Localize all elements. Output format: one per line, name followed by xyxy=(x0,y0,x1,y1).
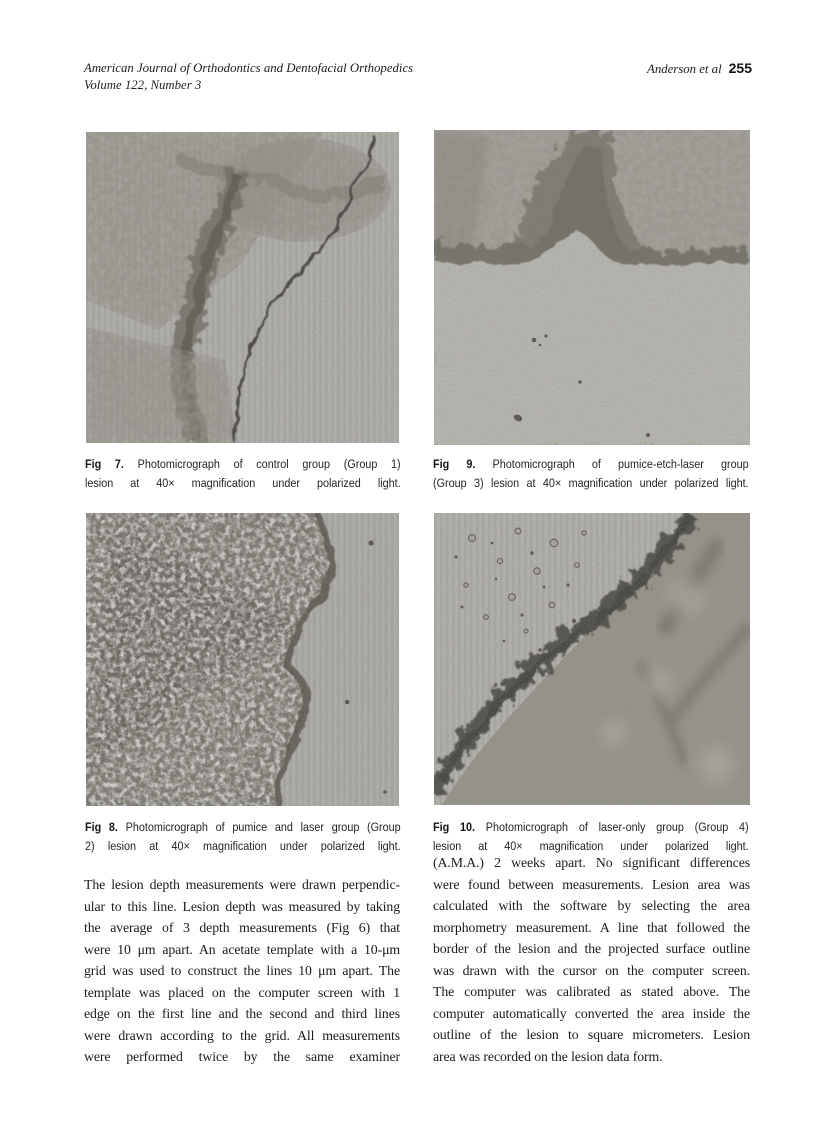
body-text-line: were found between measurements. Lesion area was xyxy=(433,876,750,892)
fig8-caption xyxy=(85,818,400,855)
body-text-line: morphometry measurement. A line that followed the xyxy=(433,919,750,935)
body-text-line: The lesion depth measurements were drawn perpendic- xyxy=(84,877,400,892)
body-text-line: was drawn with the cursor on the computer screen. xyxy=(433,962,750,978)
body-text-line: area was recorded on the lesion data form. xyxy=(433,1048,663,1064)
fig9-caption-line2: (Group 3) lesion at 40× magnification under polarized light. xyxy=(433,475,749,490)
running-header-right xyxy=(433,60,752,77)
fig10-caption-line2: lesion at 40× magnification under polarized light. xyxy=(433,838,749,853)
body-text-line: (A.M.A.) 2 weeks apart. No significant differences xyxy=(433,855,750,870)
fig8-photomicrograph xyxy=(86,513,399,806)
page-number: 255 xyxy=(728,60,752,76)
fig8-label: Fig 8. xyxy=(85,820,118,834)
running-header-left xyxy=(84,60,444,93)
fig10-caption xyxy=(433,818,751,855)
body-text-line: grid was used to construct the lines 10 μm apart. The xyxy=(84,963,400,979)
volume-line: Volume 122, Number 3 xyxy=(84,77,202,92)
fig10-label: Fig 10. xyxy=(433,820,476,834)
body-text-line: edge on the first line and the second and third lines xyxy=(84,1006,400,1022)
fig10-photomicrograph xyxy=(434,513,750,805)
fig10-caption-line1: Photomicrograph of laser-only group (Group 4) xyxy=(485,820,749,834)
fig9-caption-line1: Photomicrograph of pumice-etch-laser group xyxy=(492,457,749,471)
body-text-line: outline of the lesion to square micrometers. Lesion xyxy=(433,1027,750,1043)
fig7-caption xyxy=(85,455,400,492)
body-text-line: were 10 μm apart. An acetate template with a 10-μm xyxy=(84,941,400,957)
fig8-caption-line2: 2) lesion at 40× magnification under polarized light. xyxy=(85,838,401,853)
body-text-line: template was placed on the computer screen with 1 xyxy=(84,984,400,1000)
fig7-caption-line2: lesion at 40× magnification under polarized light. xyxy=(85,475,401,490)
body-text-line: ular to this line. Lesion depth was measured by taking xyxy=(84,898,400,914)
body-text-line: were performed twice by the same examiner xyxy=(84,1049,400,1065)
fig7-photomicrograph xyxy=(86,132,399,443)
body-text-line: The computer was calibrated as stated above. The xyxy=(433,984,750,1000)
body-right-column xyxy=(433,852,750,1067)
journal-title: American Journal of Orthodontics and Dentofacial Orthopedics xyxy=(84,61,414,75)
body-text-line: computer automatically converted the area inside the xyxy=(433,1005,750,1021)
fig9-caption xyxy=(433,455,751,492)
fig7-caption-line1: Photomicrograph of control group (Group 1) xyxy=(137,457,401,471)
fig9-photomicrograph xyxy=(434,130,750,445)
fig7-label: Fig 7. xyxy=(85,457,124,471)
fig8-caption-line1: Photomicrograph of pumice and laser group (Group xyxy=(125,820,401,834)
body-left-column xyxy=(84,874,400,1068)
body-text-line: border of the lesion and the projected surface outline xyxy=(433,941,750,957)
fig9-label: Fig 9. xyxy=(433,457,476,471)
body-text-line: were drawn according to the grid. All measurements xyxy=(84,1027,400,1043)
body-text-line: the average of 3 depth measurements (Fig 6) that xyxy=(84,920,400,936)
running-authors: Anderson et al xyxy=(647,62,722,76)
body-text-line: calculated with the software by selecting the area xyxy=(433,898,750,914)
